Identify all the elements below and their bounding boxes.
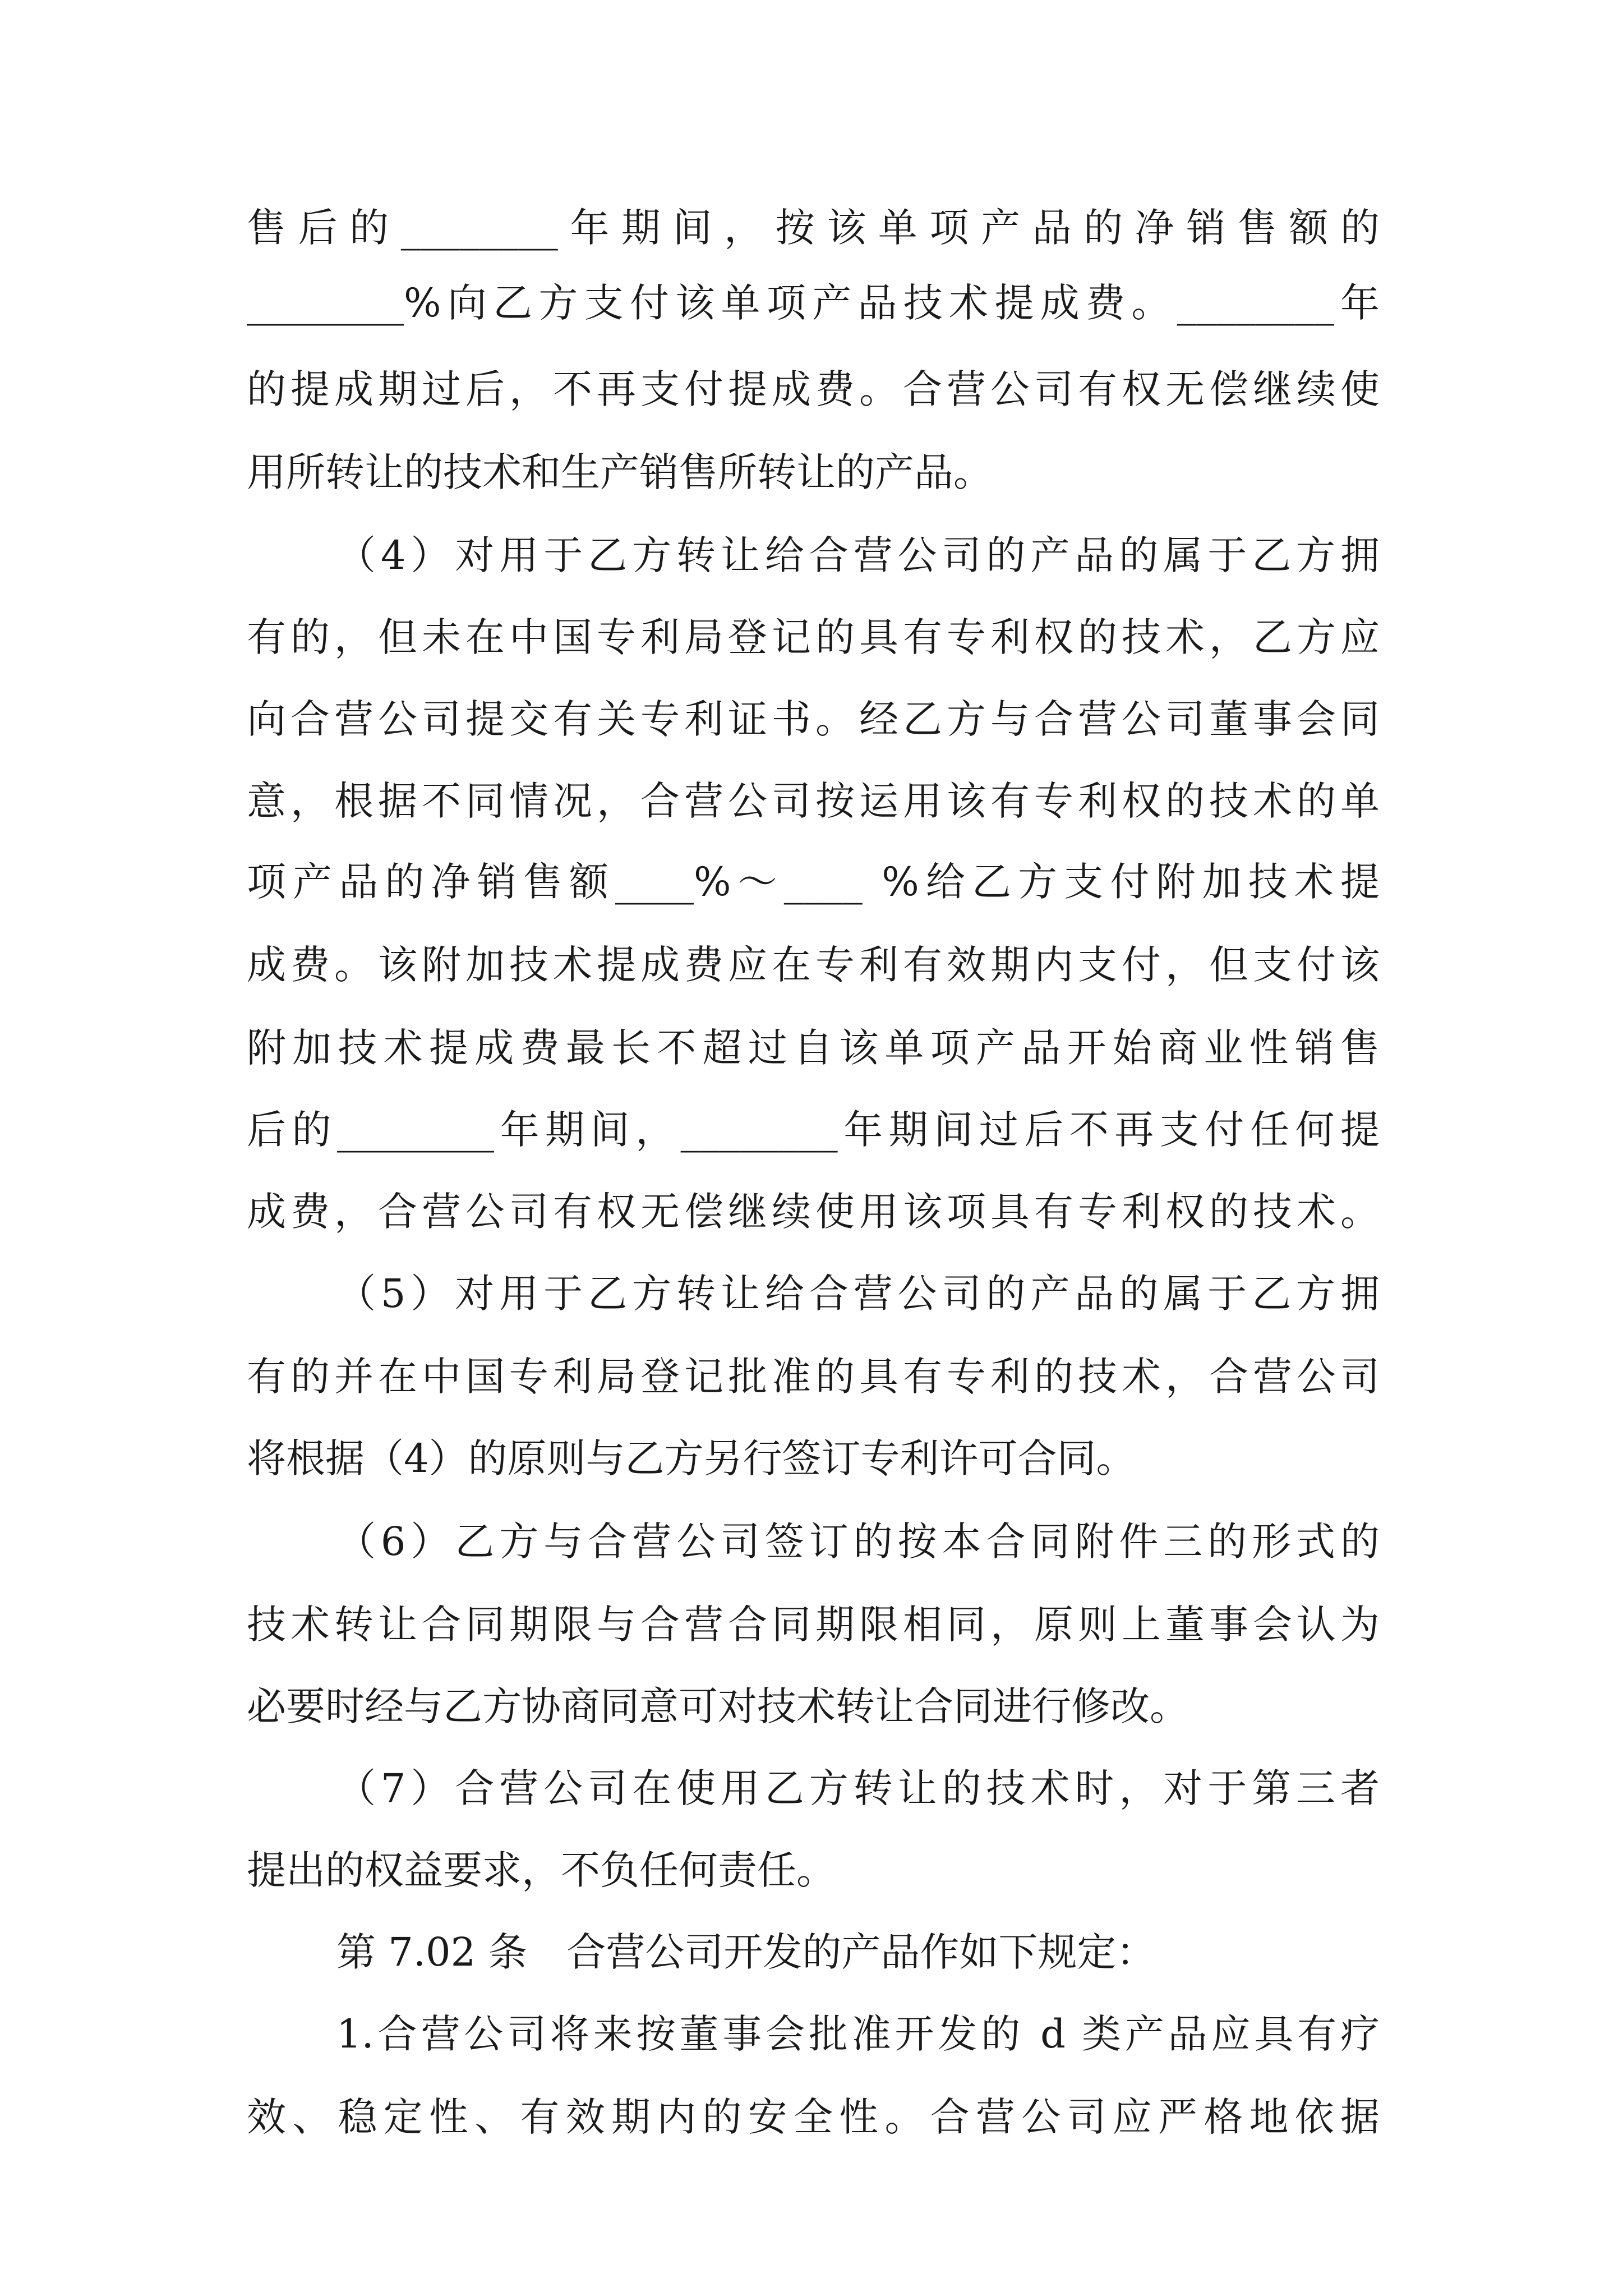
text-line: （6）乙方与合营公司签订的按本合同附件三的形式的 xyxy=(336,1519,1380,1565)
text-line: 将根据（4）的原则与乙方另行签订专利许可合同。 xyxy=(247,1435,1136,1481)
text-line: 意，根据不同情况，合营公司按运用该有专利权的技术的单 xyxy=(247,778,1380,824)
text-line: 提出的权益要求，不负任何责任。 xyxy=(247,1847,836,1893)
text-line: 售后的________年期间，按该单项产品的净销售额的 xyxy=(247,205,1380,251)
text-line: 附加技术提成费最长不超过自该单项产品开始商业性销售 xyxy=(247,1025,1380,1071)
article-heading: 第 7.02 条 合营公司开发的产品作如下规定： xyxy=(336,1929,1156,1975)
text-line: 的提成期过后，不再支付提成费。合营公司有权无偿继续使 xyxy=(247,366,1380,412)
text-line: ________%向乙方支付该单项产品技术提成费。________年 xyxy=(247,280,1380,326)
text-line: 用所转让的技术和生产销售所转让的产品。 xyxy=(247,449,993,495)
text-line: 有的，但未在中国专利局登记的具有专利权的技术，乙方应 xyxy=(247,614,1380,660)
text-line: 必要时经与乙方协商同意可对技术转让合同进行修改。 xyxy=(247,1683,1189,1729)
text-line: （4）对用于乙方转让给合营公司的产品的属于乙方拥 xyxy=(336,532,1380,578)
text-line: 后的________年期间，________年期间过后不再支付任何提 xyxy=(247,1107,1380,1153)
text-line: 向合营公司提交有关专利证书。经乙方与合营公司董事会同 xyxy=(247,696,1380,742)
text-line: 项产品的净销售额____%～____ %给乙方支付附加技术提 xyxy=(247,859,1380,905)
text-line: 效、稳定性、有效期内的安全性。合营公司应严格地依据 xyxy=(247,2094,1380,2140)
text-line: 成费。该附加技术提成费应在专利有效期内支付，但支付该 xyxy=(247,942,1380,988)
text-line: 有的并在中国专利局登记批准的具有专利的技术，合营公司 xyxy=(247,1354,1380,1400)
text-line: 成费，合营公司有权无偿继续使用该项具有专利权的技术。 xyxy=(247,1189,1380,1235)
text-line: 技术转让合同期限与合营合同期限相同，原则上董事会认为 xyxy=(247,1602,1380,1648)
text-line: 1.合营公司将来按董事会批准开发的 d 类产品应具有疗 xyxy=(336,2011,1380,2057)
text-line: （5）对用于乙方转让给合营公司的产品的属于乙方拥 xyxy=(336,1271,1380,1317)
text-line: （7）合营公司在使用乙方转让的技术时，对于第三者 xyxy=(336,1765,1380,1811)
